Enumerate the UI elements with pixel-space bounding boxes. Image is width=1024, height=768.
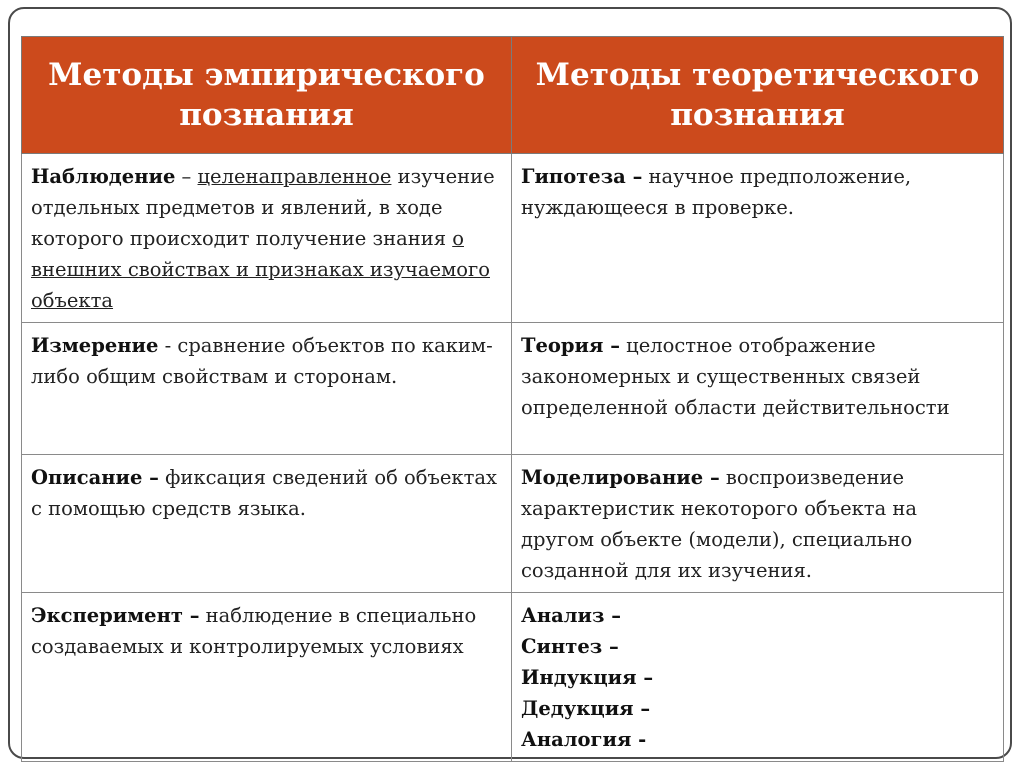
term-deduction: Дедукция – [521, 697, 651, 720]
term-modeling: Моделирование – [521, 466, 720, 489]
cell-measurement [22, 323, 512, 455]
term-hypothesis: Гипотеза – [521, 165, 643, 188]
cell-experiment [22, 593, 512, 762]
cell-text: фиксация сведений об объектах с помощью средств языка. [31, 466, 498, 520]
cell-hypothesis [512, 154, 1004, 323]
cell-description [22, 455, 512, 593]
term-observation: Наблюдение [31, 165, 176, 188]
cell-theory [512, 323, 1004, 455]
cell-dash: – [175, 165, 198, 188]
table-header-row [22, 37, 1004, 154]
header-theoretical: Методы теоретического познания [512, 37, 1004, 154]
header-empirical: Методы эмпирического познания [22, 37, 512, 154]
term-measurement: Измерение [31, 334, 159, 357]
underlined-text: о внешних свойствах и признаках изучаемого объекта [31, 227, 490, 312]
cell-text: изучение отдельных предметов и явлений, в ходе которого происходит получение знания [31, 165, 495, 250]
cell-text: целостное отображение закономерных и существенных связей определенной области действительности [521, 334, 950, 419]
underlined-text: целенаправленное [197, 165, 392, 188]
term-induction: Индукция – [521, 666, 654, 689]
cell-text: наблюдение в специально создаваемых и контролируемых условиях [31, 604, 477, 658]
cell-logical-methods [512, 593, 1004, 762]
term-synthesis: Синтез – [521, 635, 619, 658]
table-row [22, 593, 1004, 762]
cell-text: воспроизведение характеристик некоторого объекта на другом объекте (модели), специально созданной для их изучения. [521, 466, 918, 582]
term-description: Описание – [31, 466, 159, 489]
term-theory: Теория – [521, 334, 620, 357]
cell-modeling [512, 455, 1004, 593]
cell-observation [22, 154, 512, 323]
term-analysis: Анализ – [521, 604, 621, 627]
methods-table [21, 36, 1004, 762]
term-experiment: Эксперимент – [31, 604, 200, 627]
cell-text: - сравнение объектов по каким-либо общим свойствам и сторонам. [31, 334, 493, 388]
table-row [22, 323, 1004, 455]
table-row [22, 154, 1004, 323]
table-row [22, 455, 1004, 593]
cell-text: научное предположение, нуждающееся в проверке. [521, 165, 912, 219]
term-analogy: Аналогия - [521, 728, 647, 751]
